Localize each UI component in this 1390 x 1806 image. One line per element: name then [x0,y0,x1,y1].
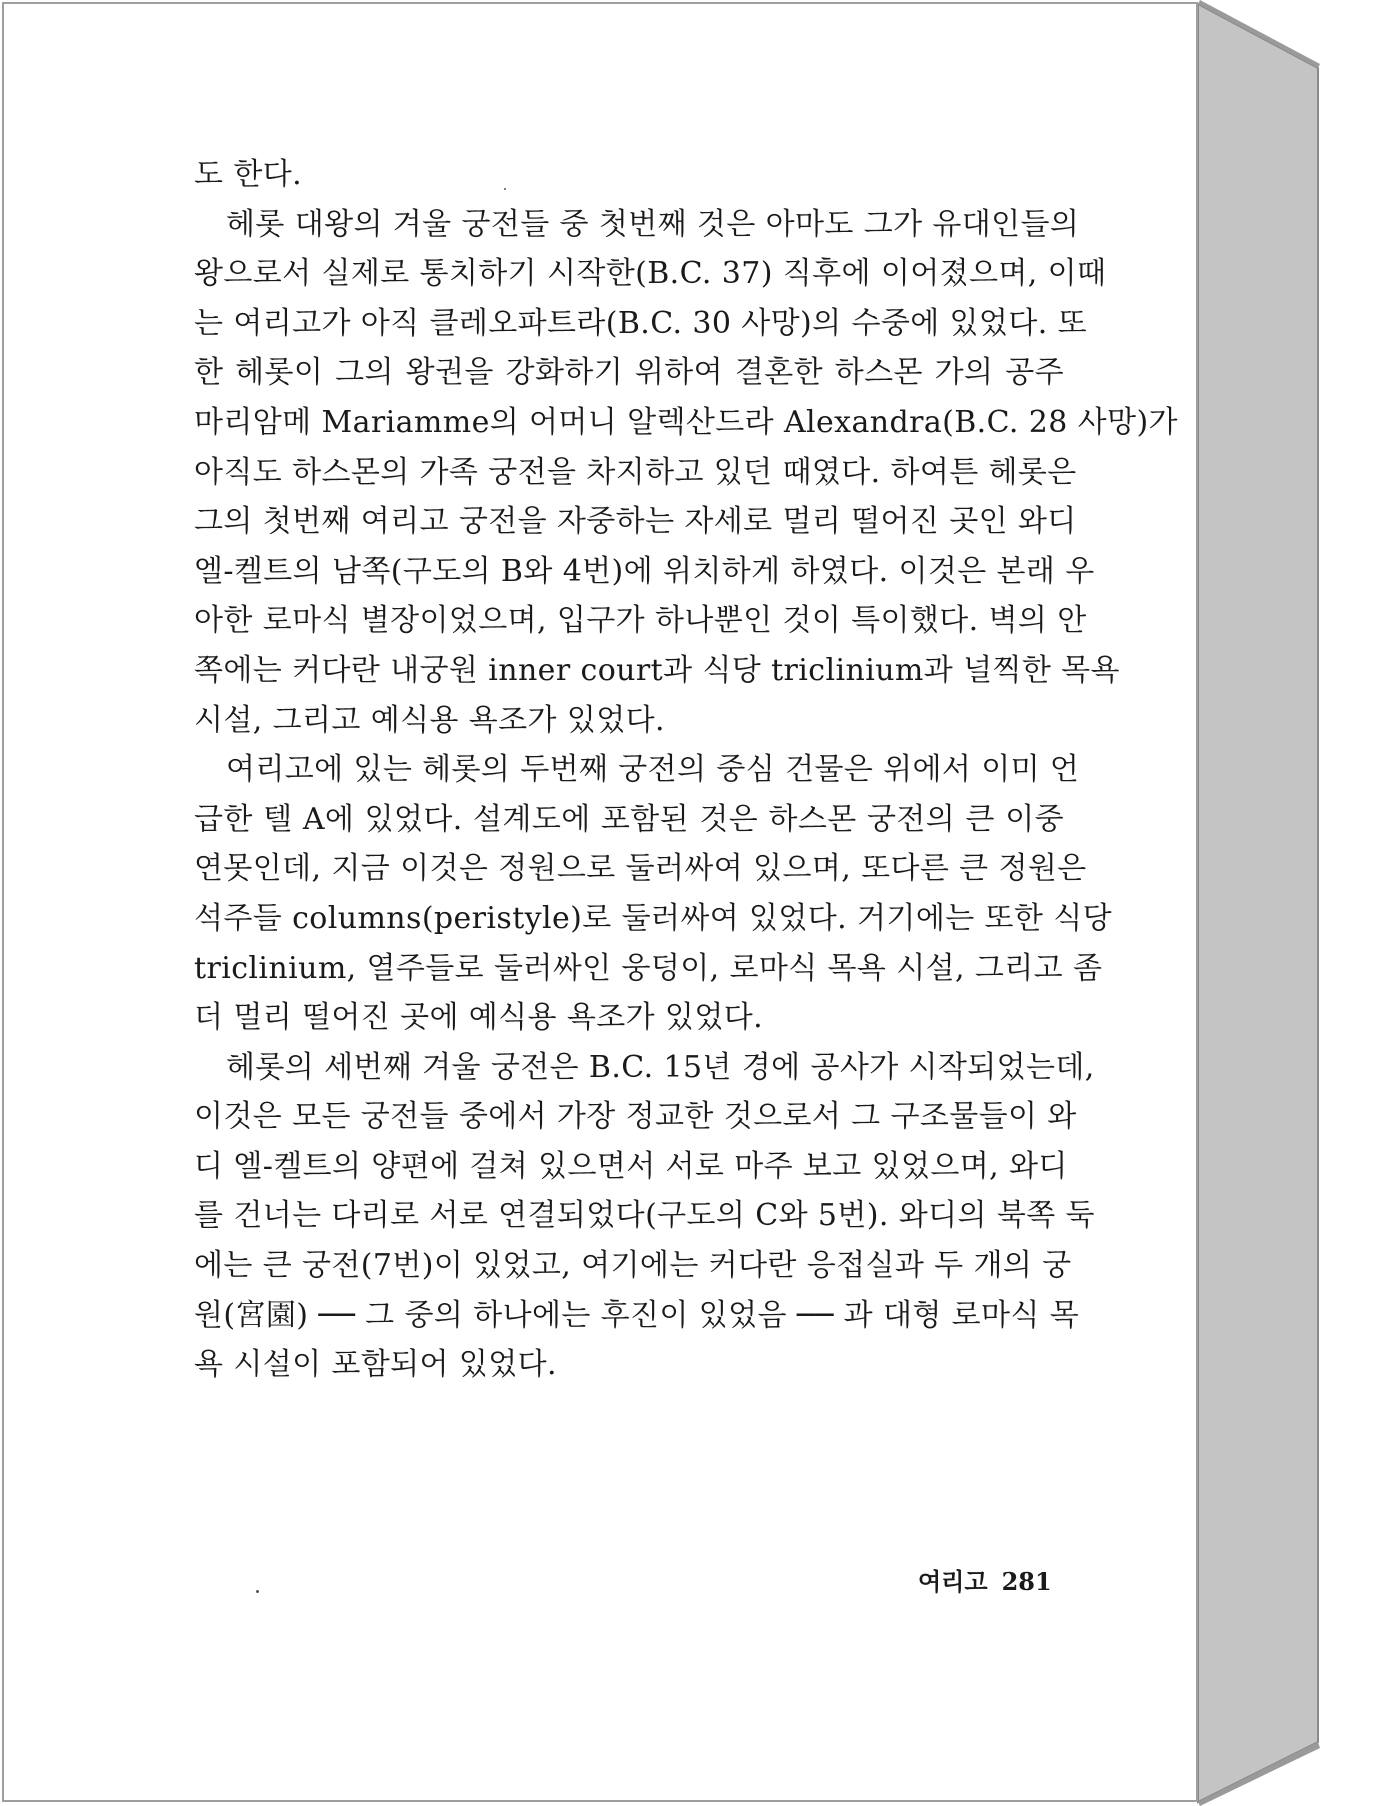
text-line: 왕으로서 실제로 통치하기 시작한(B.C. 37) 직후에 이어졌으며, 이때 [194,256,1107,292]
text-line: 도 한다. [194,157,303,192]
text-line: 욕 시설이 포함되어 있었다. [194,1347,557,1383]
text-line: 는 여리고가 아직 클레오파트라(B.C. 30 사망)의 수중에 있었다. 또 [194,305,1087,341]
text-line: triclinium, 열주들로 둘러싸인 웅덩이, 로마식 목욕 시설, 그리고 좀 [194,950,1103,986]
scan-speck [504,188,506,190]
text-line: 쪽에는 커다란 내궁원 inner court과 식당 triclinium과 널찍한 목욕 [194,652,1120,688]
text-line: 아직도 하스몬의 가족 궁전을 차지하고 있던 때였다. 하여튼 헤롯은 [194,454,1077,490]
text-line: 여리고에 있는 헤롯의 두번째 궁전의 중심 건물은 위에서 이미 언 [226,752,1080,788]
text-line: 석주들 columns(peristyle)로 둘러싸여 있었다. 거기에는 또한 식당 [194,900,1112,936]
text-line: 원(宮園) ── 그 중의 하나에는 후진이 있었음 ── 과 대형 로마식 목 [194,1297,1080,1333]
running-title: 여리고 [918,1567,988,1596]
text-line: 엘-켈트의 남쪽(구도의 B와 4번)에 위치하게 하였다. 이것은 본래 우 [194,553,1095,589]
text-line: 마리암메 Mariamme의 어머니 알렉산드라 Alexandra(B.C. 28 사망)가 [194,404,1178,440]
body-text [194,150,1178,1390]
text-line: 그의 첫번째 여리고 궁전을 자중하는 자세로 멀리 떨어진 곳인 와디 [194,504,1077,540]
text-line: 더 멀리 떨어진 곳에 예식용 욕조가 있었다. [194,1000,764,1036]
page-number: 281 [1001,1567,1052,1596]
text-line: 아한 로마식 별장이었으며, 입구가 하나뿐인 것이 특이했다. 벽의 안 [194,603,1087,639]
text-line: 디 엘-켈트의 양편에 걸쳐 있으면서 서로 마주 보고 있었으며, 와디 [194,1148,1068,1184]
text-line: 에는 큰 궁전(7번)이 있었고, 여기에는 커다란 응접실과 두 개의 궁 [194,1248,1072,1284]
page-footer [918,1562,1052,1597]
text-line: 급한 텔 A에 있었다. 설계도에 포함된 것은 하스몬 궁전의 큰 이중 [194,801,1064,837]
scan-speck [256,1590,259,1593]
text-line: 를 건너는 다리로 서로 연결되었다(구도의 C와 5번). 와디의 북쪽 둑 [194,1198,1095,1234]
text-line: 헤롯의 세번째 겨울 궁전은 B.C. 15년 경에 공사가 시작되었는데, [226,1049,1095,1085]
text-line: 시설, 그리고 예식용 욕조가 있었다. [194,702,665,738]
text-line: 이것은 모든 궁전들 중에서 가장 정교한 것으로서 그 구조물들이 와 [194,1099,1077,1135]
text-line: 한 헤롯이 그의 왕권을 강화하기 위하여 결혼한 하스몬 가의 공주 [194,355,1064,391]
text-line: 헤롯 대왕의 겨울 궁전들 중 첫번째 것은 아마도 그가 유대인들의 [226,206,1080,242]
text-line: 연못인데, 지금 이것은 정원으로 둘러싸여 있으며, 또다른 큰 정원은 [194,851,1087,887]
